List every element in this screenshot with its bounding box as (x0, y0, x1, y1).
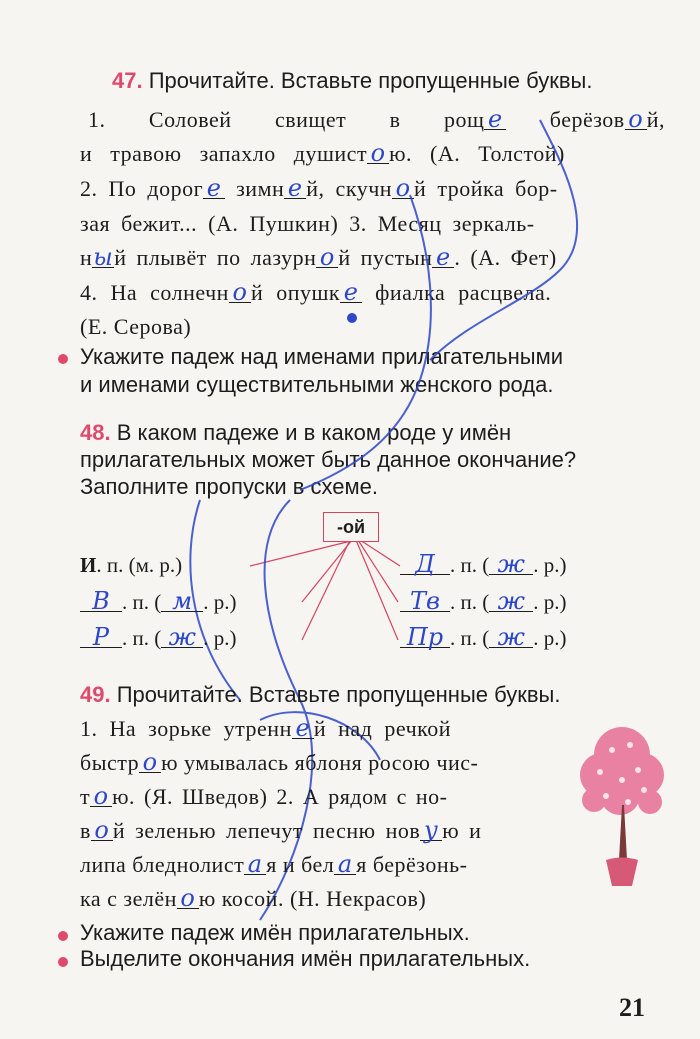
ex47-line-7 (80, 314, 665, 340)
schema-text: . р.) (203, 626, 237, 650)
ex49-text: ю умывалась яблоня росою чис- (161, 750, 479, 775)
ex49-instruction: Прочитайте. Вставьте пропущенные буквы. (116, 682, 561, 707)
ex48-header (80, 420, 665, 446)
schema-right-row-3 (400, 623, 567, 651)
ex49-text: й над речкой (313, 716, 451, 741)
schema-left-row-3 (80, 623, 237, 651)
schema-right-row-1 (400, 550, 567, 578)
ex47-number: 47. (112, 68, 143, 93)
ex49-text: т (80, 784, 91, 809)
schema-text: . п. (м. р.) (96, 553, 183, 577)
ex47-bullet-line-1: Укажите падеж над именами прилагательными (80, 344, 564, 369)
handwritten-gender: ж (489, 627, 533, 648)
handwritten-case: Пр (400, 627, 450, 648)
handwritten-gender: ж (161, 627, 203, 648)
ex49-header (80, 682, 665, 708)
ex47-text: й плывёт по лазурн (114, 245, 317, 270)
ex47-text: 4. На солнечн (80, 280, 229, 305)
ex47-line-5 (80, 245, 665, 271)
ex49-bullet-2: Выделите окончания имён прилагательных. (80, 946, 531, 971)
schema-text: . п. ( (122, 626, 162, 650)
schema-text: . п. ( (450, 553, 490, 577)
ex47-text: зая бежит... (А. Пушкин) 3. Месяц зеркаль- (80, 211, 535, 236)
ex49-number: 49. (80, 682, 111, 707)
ex49-line-1 (80, 716, 550, 742)
ex49-text: ю косой. (Н. Некрасов) (198, 886, 427, 911)
handwritten-case: В (80, 591, 122, 612)
handwritten-gender: м (161, 591, 203, 612)
ex47-text: й пустын (338, 245, 433, 270)
handwritten-letter: о (367, 143, 389, 164)
handwritten-case: Р (80, 627, 122, 648)
ex49-text: ка с зелён (80, 886, 177, 911)
handwritten-gender: ж (489, 591, 533, 612)
ex47-bullet-line-2: и именами существительными женского рода. (80, 372, 554, 397)
schema-left-row-2 (80, 587, 237, 615)
handwritten-letter: о (90, 786, 112, 807)
ex49-bullet-1: Укажите падеж имён прилагательных. (80, 920, 470, 945)
schema-text: . п. ( (450, 590, 490, 614)
ex47-line-4 (80, 211, 665, 237)
ex48-instruction-3: Заполните пропуски в схеме. (80, 474, 378, 499)
ex47-text: й тройка бор- (414, 176, 558, 201)
ex47-header (112, 68, 697, 94)
handwritten-case: Д (400, 554, 450, 575)
ex47-text: и травою запахло душист (80, 141, 368, 166)
ex49-text: быстр (80, 750, 140, 775)
ex47-text: 1. (88, 107, 106, 132)
ex49-text: я берёзонь- (356, 852, 468, 877)
ex47-text: в (389, 107, 401, 132)
ex47-text: (Е. Серова) (80, 314, 192, 339)
ex49-line-6 (80, 886, 550, 912)
ex47-instruction: Прочитайте. Вставьте пропущенные буквы. (148, 68, 593, 93)
handwritten-letter: ы (93, 243, 114, 271)
ex49-text: липа бледнолист (80, 852, 245, 877)
ex47-text: фиалка расцвела. (362, 280, 552, 305)
ex47-text: й, (646, 107, 665, 132)
ex47-text: свищет (274, 107, 347, 132)
ex48-number: 48. (80, 420, 111, 445)
bullet-icon (58, 354, 68, 364)
handwritten-gender: ж (489, 554, 533, 575)
ex47-text: рощ (443, 107, 485, 132)
ending-box (323, 512, 379, 542)
ex49-text: ю и (442, 818, 482, 843)
ex47-line-3 (80, 176, 665, 202)
ex49-text: ю. (Я. Шведов) 2. А рядом с но- (112, 784, 448, 809)
schema-text: . п. ( (122, 590, 162, 614)
handwritten-letter: е (340, 282, 362, 303)
schema-right-row-2 (400, 587, 567, 615)
ex49-text: й зеленью лепечут песню нов (112, 818, 421, 843)
schema-text: . п. ( (450, 626, 490, 650)
schema-text: . р.) (533, 590, 567, 614)
schema-case: И (80, 553, 97, 577)
blossom-tree-illustration (572, 710, 672, 890)
ex48-instruction-2: прилагательных может быть данное окончание? (80, 447, 577, 472)
handwritten-letter: о (392, 178, 414, 199)
ex47-text: . (А. Фет) (454, 245, 557, 270)
schema-text: . р.) (533, 553, 567, 577)
handwritten-letter: о (91, 820, 113, 841)
schema-text: . р.) (533, 626, 567, 650)
handwritten-letter: о (229, 282, 251, 303)
ex47-text: н (80, 245, 93, 270)
handwritten-letter: е (203, 178, 225, 199)
page-number: 21 (619, 993, 645, 1022)
ex47-text: й, скучн (306, 176, 393, 201)
ex49-line-2 (80, 750, 550, 776)
handwritten-letter: е (432, 247, 454, 268)
schema-text: . р.) (203, 590, 237, 614)
handwritten-letter: е (284, 178, 306, 199)
ex47-text: 2. По дорог (80, 176, 204, 201)
ex47-text: Соловей (148, 107, 232, 132)
bullet-icon (58, 931, 68, 941)
handwritten-letter: о (316, 247, 338, 268)
ex47-line-1 (88, 107, 665, 133)
ex47-line-2 (80, 141, 665, 167)
schema-left-row-1 (80, 553, 182, 578)
ending-label: -ой (336, 517, 366, 537)
handwritten-letter: а (334, 854, 356, 875)
ex49-line-3 (80, 784, 550, 810)
handwritten-letter: у (420, 820, 442, 841)
ex49-line-4 (80, 818, 550, 844)
handwritten-letter: е (484, 109, 506, 130)
ex47-line-6 (80, 280, 665, 306)
ex48-instruction-1: В каком падеже и в каком роде у имён (116, 420, 512, 445)
handwritten-letter: а (244, 854, 266, 875)
handwritten-letter: о (139, 752, 161, 773)
bullet-icon (58, 957, 68, 967)
ex47-text: ю. (А. Толстой) (389, 141, 565, 166)
ex47-text: й опушк (250, 280, 341, 305)
ex49-line-5 (80, 852, 550, 878)
ex47-text: берёзов (549, 107, 625, 132)
handwritten-case: Тв (400, 591, 450, 612)
ex47-text: зимн (225, 176, 285, 201)
handwritten-letter: о (177, 888, 199, 909)
handwritten-letter: е (292, 718, 314, 739)
ex49-text: 1. На зорьке утренн (80, 716, 292, 741)
ex49-text: я и бел (266, 852, 335, 877)
handwritten-letter: о (625, 109, 647, 130)
ex49-text: в (80, 818, 91, 843)
